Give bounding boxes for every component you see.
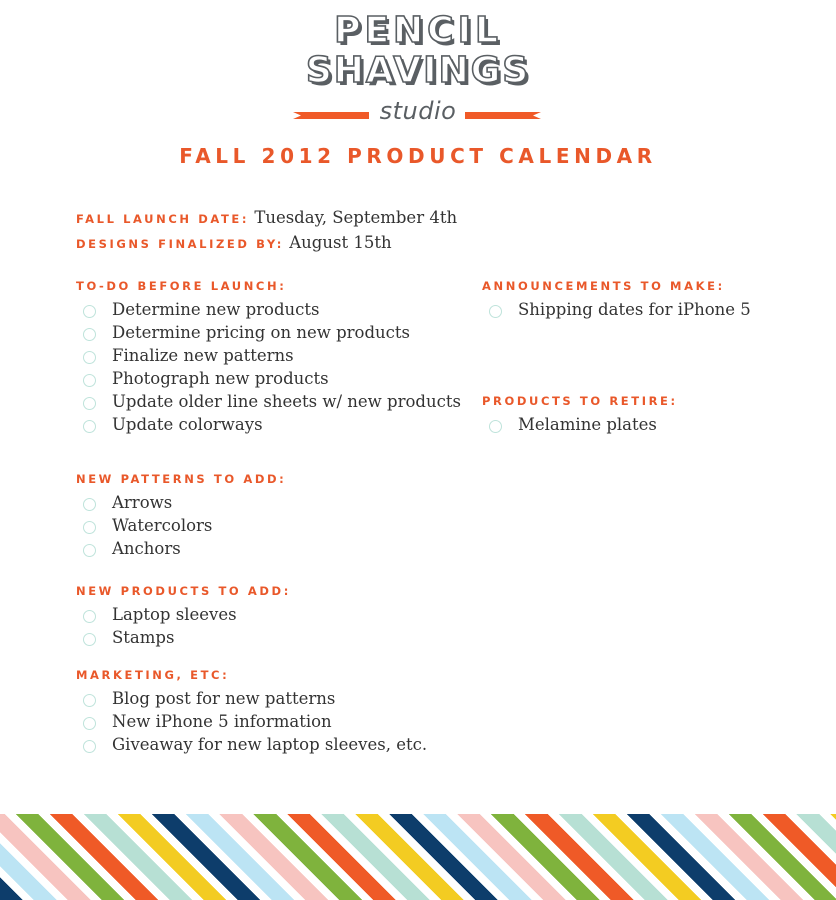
designs-finalized-row [76,233,392,252]
logo-line-studio: studio [379,97,457,125]
item-text: Arrows [112,493,173,512]
section-label: NEW PATTERNS TO ADD: [76,472,287,486]
item-text: Giveaway for new laptop sleeves, etc. [112,735,428,754]
checklist-item[interactable] [76,300,320,323]
checklist-item[interactable] [76,346,294,369]
retire-section [482,394,678,438]
checklist-item[interactable] [76,415,286,438]
checkbox-circle-icon[interactable] [83,694,96,707]
section-label: NEW PRODUCTS TO ADD: [76,584,291,598]
designs-finalized-value: August 15th [289,233,392,252]
item-text: Watercolors [112,516,213,535]
decorative-stripe-border [0,814,836,900]
item-text: Melamine plates [518,415,657,434]
checkbox-circle-icon[interactable] [83,498,96,511]
item-text: Determine pricing on new products [112,323,410,342]
item-text: Anchors [112,539,181,558]
checkbox-circle-icon[interactable] [83,610,96,623]
item-text: Shipping dates for iPhone 5 [518,300,751,319]
checkbox-circle-icon[interactable] [489,420,502,433]
page-title: FALL 2012 PRODUCT CALENDAR [179,144,657,168]
section-label: ANNOUNCEMENTS TO MAKE: [482,279,725,293]
launch-date-value: Tuesday, September 4th [254,208,458,227]
checklist-item[interactable] [76,369,329,392]
announcements-section [482,279,751,323]
section-label: MARKETING, ETC: [76,668,230,682]
logo-line-pencil: PENCIL [334,10,502,51]
products-section [76,584,291,651]
checkbox-circle-icon[interactable] [83,521,96,534]
checkbox-circle-icon[interactable] [83,420,96,433]
checklist-item[interactable] [76,493,286,516]
item-text: Update colorways [112,415,263,434]
checklist-item[interactable] [76,539,286,562]
section-label: TO-DO BEFORE LAUNCH: [76,279,287,293]
checkbox-circle-icon[interactable] [489,305,502,318]
checkbox-circle-icon[interactable] [83,351,96,364]
item-text: Update older line sheets w/ new products [112,392,461,411]
section-label: PRODUCTS TO RETIRE: [482,394,678,408]
designs-finalized-label: DESIGNS FINALIZED BY: [76,237,284,251]
checklist-item[interactable] [76,712,332,735]
item-text: Laptop sleeves [112,605,237,624]
checklist-item[interactable] [76,605,291,628]
checklist-item[interactable] [76,689,336,712]
patterns-section [76,472,286,562]
checklist-item[interactable] [76,392,461,415]
item-text: Finalize new patterns [112,346,294,365]
item-text: Photograph new products [112,369,329,388]
checkbox-circle-icon[interactable] [83,633,96,646]
logo-line-shavings: SHAVINGS [305,50,531,91]
todo-section [76,279,461,438]
checklist-item[interactable] [76,516,286,539]
checkbox-circle-icon[interactable] [83,374,96,387]
item-text: Blog post for new patterns [112,689,336,708]
checklist-item[interactable] [76,323,410,346]
item-text: Determine new products [112,300,320,319]
checklist-item[interactable] [76,628,291,651]
checklist-item[interactable] [482,300,751,323]
checkbox-circle-icon[interactable] [83,397,96,410]
checkbox-circle-icon[interactable] [83,328,96,341]
checklist-item[interactable] [482,415,678,438]
item-text: New iPhone 5 information [112,712,332,731]
checkbox-circle-icon[interactable] [83,717,96,730]
marketing-section [76,668,428,758]
checkbox-circle-icon[interactable] [83,544,96,557]
checkbox-circle-icon[interactable] [83,740,96,753]
checkbox-circle-icon[interactable] [83,305,96,318]
launch-date-label: FALL LAUNCH DATE: [76,212,250,226]
launch-date-row [76,208,457,227]
brand-logo [0,0,836,135]
item-text: Stamps [112,628,175,647]
checklist-item[interactable] [76,735,428,758]
